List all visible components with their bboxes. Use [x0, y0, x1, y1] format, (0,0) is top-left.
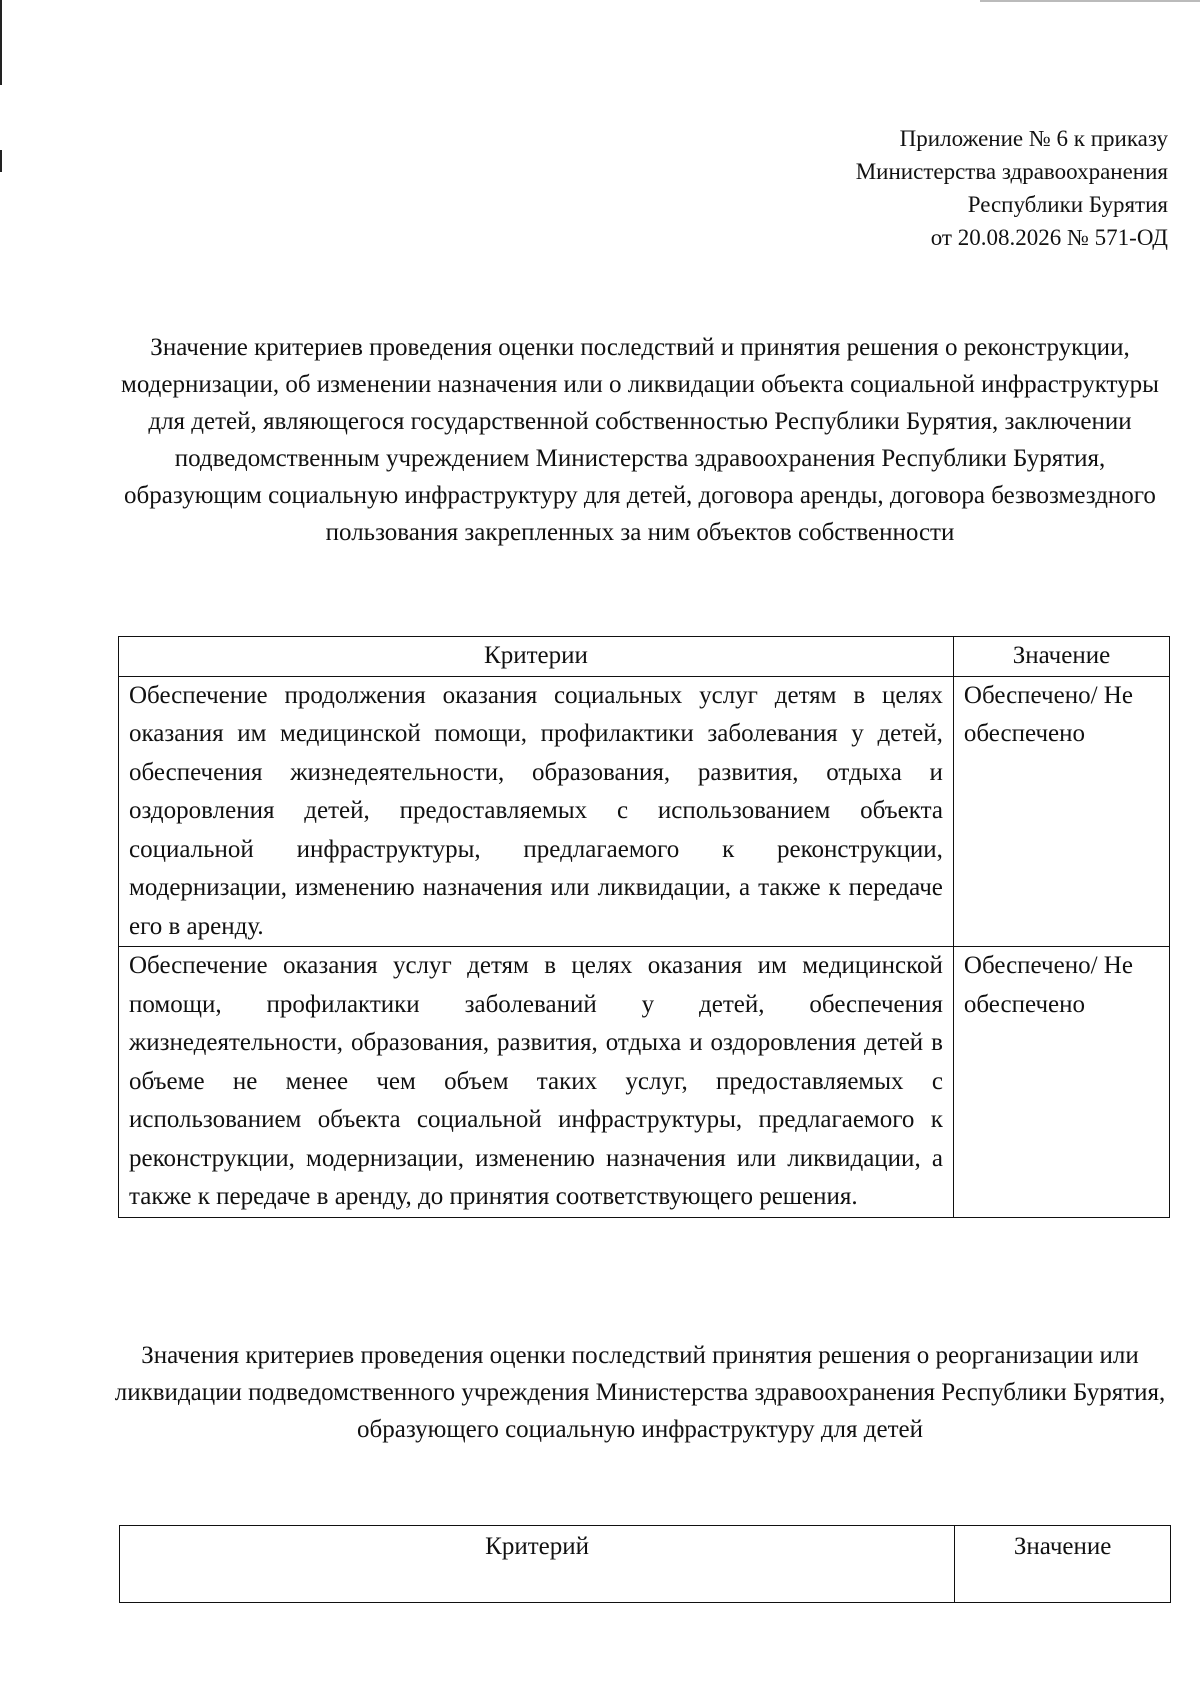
scan-edge-mark — [980, 0, 1200, 2]
criteria-cell: Обеспечение оказания услуг детям в целях оказания им медицинской помощи, профилактики заболеваний у детей, обеспечения жизнедеятельности, образования, развития, отдыха и оздоровления детей в объеме не менее чем объем таких услуг, предоставляемых с использованием объекта социальной инфраструктуры, предлагаемого к реконструкции, модернизации, изменению назначения или ликвидации, а также к передаче в аренду, до принятия соответствующего решения. — [119, 947, 954, 1218]
table-row — [119, 947, 1170, 1218]
column-header-criteria: Критерии — [119, 637, 954, 677]
appendix-header — [668, 122, 1168, 254]
criteria-table-2 — [119, 1525, 1171, 1603]
scan-edge-mark — [0, 0, 2, 85]
appendix-header-line: Министерства здравоохранения — [855, 159, 1168, 184]
value-cell: Обеспечено/ Не обеспечено — [953, 947, 1169, 1218]
section1-title: Значение критериев проведения оценки последствий и принятия решения о реконструкции, модернизации, об изменении назначения или о ликвидации объекта социальной инфраструктуры для детей, являющегося государственной собственностью Республики Бурятия, заключении подведомственным учреждением Министерства здравоохранения Республики Бурятия, образующим социальную инфраструктуру для детей, договора аренды, договора безвозмездного пользования закрепленных за ним объектов собственности — [121, 334, 1159, 546]
table-header-row — [120, 1526, 1171, 1603]
appendix-header-line: от 20.08.2026 № 571-ОД — [930, 225, 1168, 250]
table-header-row — [119, 637, 1170, 677]
column-header-value: Значение — [953, 637, 1169, 677]
column-header-criterion: Критерий — [120, 1526, 955, 1603]
section2-title: Значения критериев проведения оценки последствий принятия решения о реорганизации или ликвидации подведомственного учреждения Министерства здравоохранения Республики Бурятия, образующего социальную инфраструктуру для детей — [114, 1342, 1166, 1443]
appendix-header-line: Приложение № 6 к приказу — [899, 126, 1168, 151]
criteria-table-1 — [118, 636, 1170, 1218]
table-row — [119, 676, 1170, 947]
value-cell: Обеспечено/ Не обеспечено — [953, 676, 1169, 947]
scan-edge-mark — [0, 150, 2, 172]
criteria-cell: Обеспечение продолжения оказания социальных услуг детям в целях оказания им медицинской помощи, профилактики заболевания у детей, обеспечения жизнедеятельности, образования, развития, отдыха и оздоровления детей, предоставляемых с использованием объекта социальной инфраструктуры, предлагаемого к реконструкции, модернизации, изменению назначения или ликвидации, а также к передаче его в аренду. — [119, 676, 954, 947]
appendix-header-line: Республики Бурятия — [967, 192, 1168, 217]
column-header-value: Значение — [955, 1526, 1171, 1603]
